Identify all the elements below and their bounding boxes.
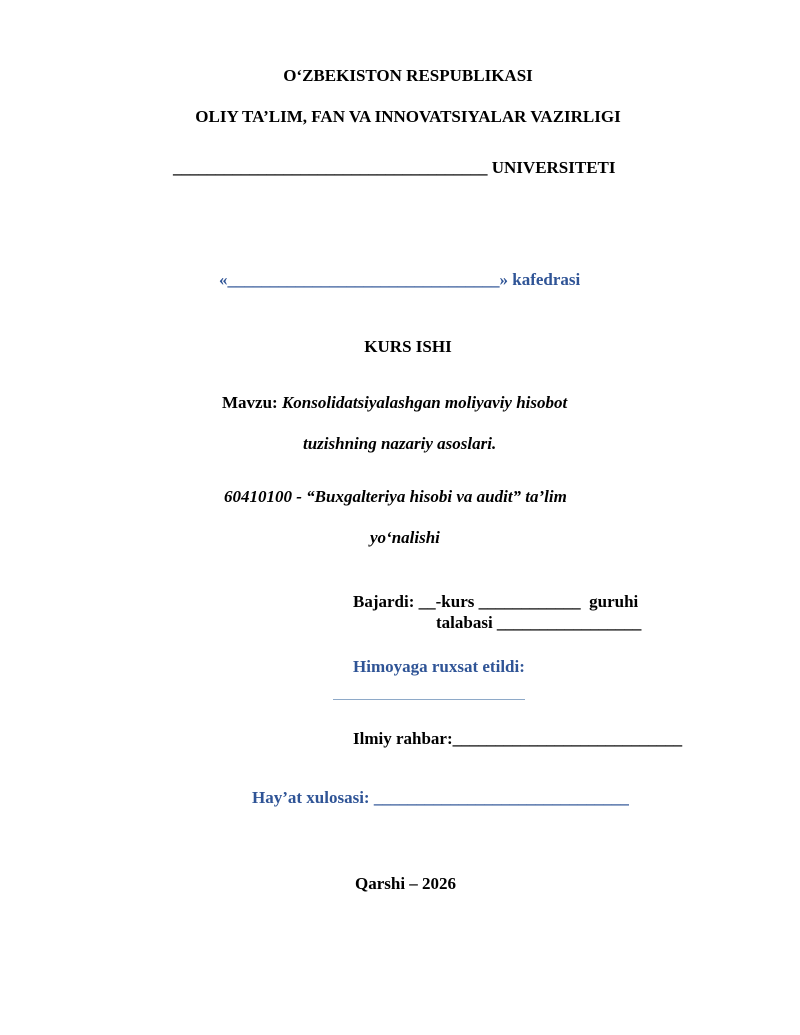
ministry-title: OLIY TA’LIM, FAN VA INNOVATSIYALAR VAZIRLIGI [195, 107, 621, 126]
topic-text-1: Konsolidatsiyalashgan moliyaviy hisobot [281, 393, 568, 412]
commission-conclusion-line: Hay’at xulosasi: ______________________________ [252, 788, 629, 807]
topic-label: Mavzu: [222, 393, 278, 412]
republic-title: O‘ZBEKISTON RESPUBLIKASI [283, 66, 533, 85]
performed-by-line-2: talabasi _________________ [436, 613, 642, 632]
topic-line-2: tuzishning nazariy asoslari. [303, 434, 497, 453]
direction-line-2: yo‘nalishi [370, 528, 440, 547]
performed-by-line-1: Bajardi: __-kurs ____________ guruhi [353, 592, 639, 611]
defense-signature-line [333, 699, 525, 700]
place-year: Qarshi – 2026 [355, 874, 457, 893]
direction-line-1: 60410100 - “Buxgalteriya hisobi va audit” ta’lim [224, 487, 567, 506]
university-title: _____________________________________ UNIVERSITETI [173, 158, 616, 177]
topic-line-1 [222, 393, 567, 413]
supervisor-line: Ilmiy rahbar:___________________________ [353, 729, 683, 748]
defense-allowed-label: Himoyaga ruxsat etildi: [353, 657, 525, 676]
work-type-title: KURS ISHI [364, 337, 452, 356]
department-title: «________________________________» kafedrasi [219, 270, 581, 289]
